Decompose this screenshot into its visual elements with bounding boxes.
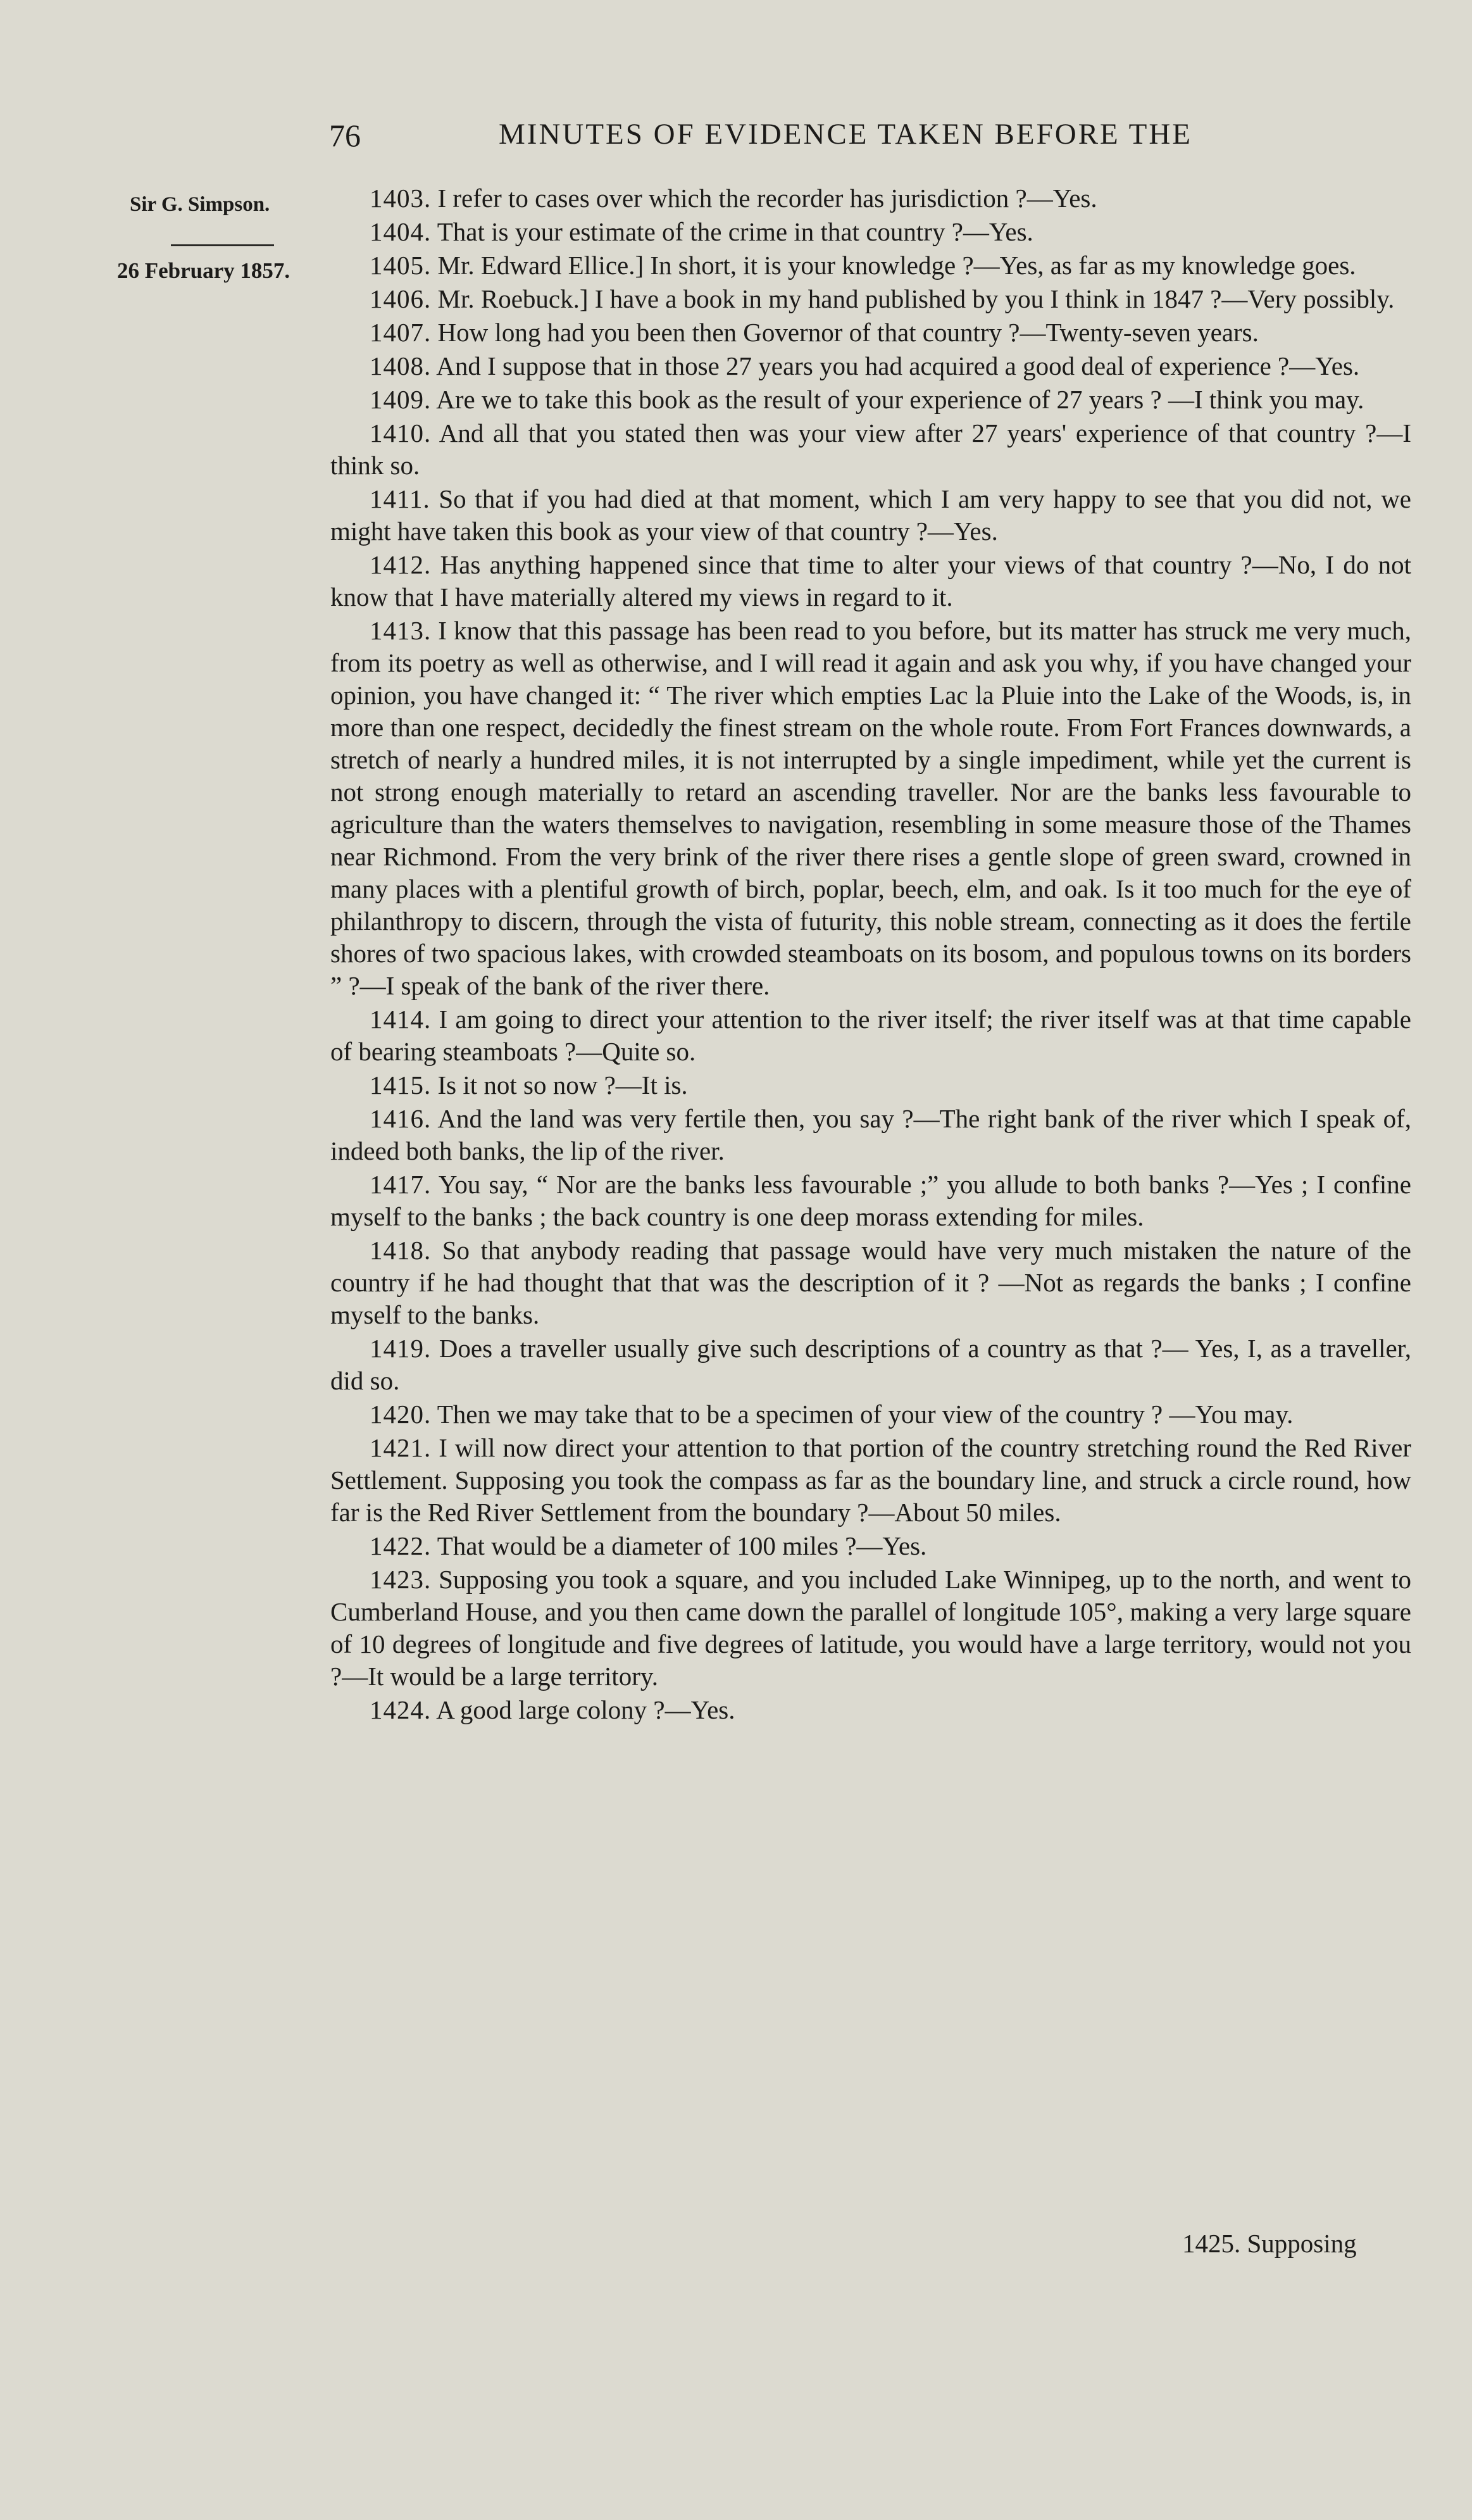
question-text: Supposing you took a square, and you included Lake Winnipeg, up to the north, and went to Cumberland House, and you then came down the parallel of longitude 105°, making a very large square of 10 degrees of longitude and five degrees of latitude, you would have a large territory, would not you ?—It would be a large territory. <box>330 1565 1411 1691</box>
question-text: Has anything happened since that time to alter your views of that country ?—No, I do not know that I have materially altered my views in regard to it. <box>330 550 1412 611</box>
question-paragraph <box>330 283 1411 315</box>
question-paragraph <box>330 1694 1411 1726</box>
question-paragraph <box>330 1003 1411 1068</box>
question-text: That is your estimate of the crime in that country ?—Yes. <box>437 217 1033 246</box>
question-paragraph <box>330 483 1411 548</box>
question-paragraph <box>330 549 1411 613</box>
question-text: Mr. Roebuck.] I have a book in my hand published by you I think in 1847 ?—Very possibly. <box>437 284 1395 313</box>
question-text: Mr. Edward Ellice.] In short, it is your knowledge ?—Yes, as far as my knowledge goes. <box>437 251 1356 280</box>
question-number: 1412. <box>370 550 432 579</box>
question-number: 1414. <box>370 1005 432 1034</box>
question-number: 1403. <box>370 184 432 213</box>
page-number: 76 <box>329 118 361 153</box>
question-paragraph <box>330 1069 1411 1101</box>
question-paragraph <box>330 1332 1411 1397</box>
question-number: 1410. <box>370 418 432 448</box>
question-paragraph <box>330 1103 1411 1167</box>
question-number: 1417. <box>370 1170 432 1199</box>
question-paragraph <box>330 1234 1411 1331</box>
question-number: 1404. <box>370 217 432 246</box>
question-text: I know that this passage has been read to you before, but its matter has struck me very much, from its poetry as well as otherwise, and I will read it again and ask you why, if you have changed your opinion, you have changed it: “ The river which empties Lac la Pluie into the Lake of the Woods, is, in more than one respect, decidedly the finest stream on the whole route. From Fort Frances downwards, a stretch of nearly a hundred miles, it is not interrupted by a single impediment, while yet the current is not strong enough materially to retard an ascending traveller. Nor are the banks less favourable to agriculture than the waters themselves to navigation, resembling in some measure those of the Thames near Richmond. From the very brink of the river there rises a gentle slope of green sward, crowned in many places with a plentiful growth of birch, poplar, beech, elm, and oak. Is it too much for the eye of philanthropy to discern, through the vista of futurity, this noble stream, connecting as it does the fertile shores of two spacious lakes, with crowded steamboats on its bosom, and populous towns on its borders ” ?—I speak of the bank of the river there. <box>330 616 1412 1000</box>
question-paragraph <box>330 1432 1411 1529</box>
question-number: 1420. <box>370 1400 432 1429</box>
question-text: That would be a diameter of 100 miles ?—Yes. <box>437 1531 927 1560</box>
question-text: Then we may take that to be a specimen of your view of the country ? —You may. <box>437 1400 1294 1429</box>
question-number: 1413. <box>370 616 432 645</box>
question-paragraph <box>330 216 1411 248</box>
question-text: How long had you been then Governor of that country ?—Twenty-seven years. <box>437 318 1259 347</box>
question-paragraph <box>330 1564 1411 1693</box>
question-text: I refer to cases over which the recorder has jurisdiction ?—Yes. <box>437 184 1097 213</box>
question-number: 1416. <box>370 1104 432 1133</box>
question-paragraph <box>330 317 1411 349</box>
question-paragraph <box>330 182 1411 215</box>
question-text: I am going to direct your attention to the river itself; the river itself was at that time capable of bearing steamboats ?—Quite so. <box>330 1005 1411 1066</box>
question-number: 1421. <box>370 1433 432 1462</box>
question-text: I will now direct your attention to that portion of the country stretching round the Red River Settlement. Supposing you took the compass as far as the boundary line, and struck a circle round, how far is the Red River Settlement from the boundary ?—About 50 miles. <box>330 1433 1411 1527</box>
question-text: Are we to take this book as the result of your experience of 27 years ? —I think you may. <box>436 385 1364 414</box>
margin-witness-name: Sir G. Simpson. <box>130 193 270 216</box>
question-paragraph <box>330 417 1411 482</box>
evidence-body <box>330 182 1411 1727</box>
question-paragraph <box>330 249 1411 282</box>
question-number: 1406. <box>370 284 432 313</box>
page-header <box>329 117 1411 161</box>
question-number: 1411. <box>370 484 430 513</box>
catchword: 1425. Supposing <box>1182 2229 1357 2258</box>
question-number: 1423. <box>370 1565 432 1594</box>
running-head: MINUTES OF EVIDENCE TAKEN BEFORE THE <box>499 118 1193 151</box>
question-text: And I suppose that in those 27 years you had acquired a good deal of experience ?—Yes. <box>436 351 1360 380</box>
question-paragraph <box>330 1169 1411 1233</box>
margin-date: 26 February 1857. <box>117 258 290 283</box>
question-text: A good large colony ?—Yes. <box>436 1695 735 1724</box>
question-number: 1409. <box>370 385 432 414</box>
question-text: Is it not so now ?—It is. <box>437 1070 688 1100</box>
question-text: Does a traveller usually give such descriptions of a country as that ?— Yes, I, as a traveller, did so. <box>330 1334 1412 1395</box>
question-text: You say, “ Nor are the banks less favourable ;” you allude to both banks ?—Yes ; I confine myself to the banks ; the back country is one deep morass extending for miles. <box>330 1170 1411 1231</box>
question-paragraph <box>330 615 1411 1002</box>
question-text: So that anybody reading that passage would have very much mistaken the nature of the country if he had thought that that was the description of it ? —Not as regards the banks ; I confine myself to the banks. <box>330 1236 1411 1329</box>
question-paragraph <box>330 350 1411 382</box>
question-text: And the land was very fertile then, you say ?—The right bank of the river which I speak of, indeed both banks, the lip of the river. <box>330 1104 1411 1165</box>
question-paragraph <box>330 1530 1411 1562</box>
margin-divider <box>171 244 274 246</box>
question-number: 1418. <box>370 1236 432 1265</box>
question-number: 1405. <box>370 251 432 280</box>
question-number: 1422. <box>370 1531 432 1560</box>
question-number: 1407. <box>370 318 432 347</box>
question-number: 1408. <box>370 351 432 380</box>
question-paragraph <box>330 1398 1411 1431</box>
question-paragraph <box>330 384 1411 416</box>
question-number: 1419. <box>370 1334 432 1363</box>
question-text: And all that you stated then was your view after 27 years' experience of that country ?—I think so. <box>330 418 1411 480</box>
question-text: So that if you had died at that moment, which I am very happy to see that you did not, we might have taken this book as your view of that country ?—Yes. <box>330 484 1411 546</box>
question-number: 1424. <box>370 1695 432 1724</box>
question-number: 1415. <box>370 1070 432 1100</box>
